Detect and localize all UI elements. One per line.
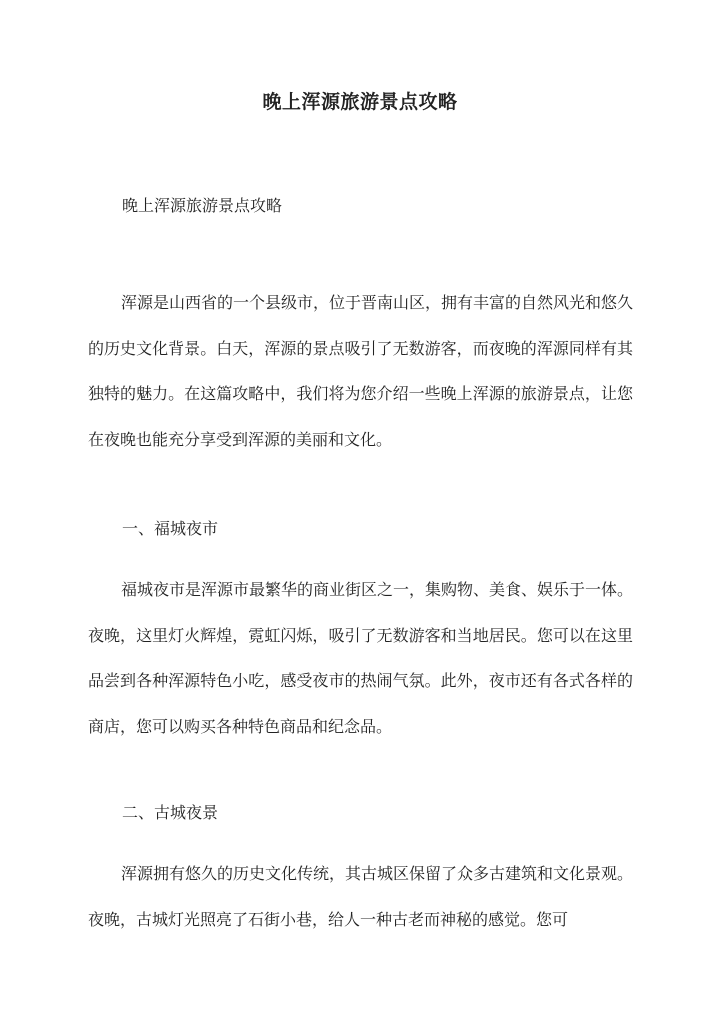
intro-paragraph: 浑源是山西省的一个县级市，位于晋南山区，拥有丰富的自然风光和悠久的历史文化背景。白天，浑源的景点吸引了无数游客，而夜晚的浑源同样有其独特的魅力。在这篇攻略中，我们将为您介绍一些晚上浑源的旅游景点，让您在夜晚也能充分享受到浑源的美丽和文化。 (88, 293, 634, 449)
document-subtitle: 晚上浑源旅游景点攻略 (122, 196, 283, 215)
section-heading-fucheng-night-market: 一、福城夜市 (122, 519, 219, 538)
document-title: 晚上浑源旅游景点攻略 (262, 91, 458, 113)
section-heading-old-town-night-view: 二、古城夜景 (122, 803, 219, 822)
section-body-old-town-night-view: 浑源拥有悠久的历史文化传统，其古城区保留了众多古建筑和文化景观。夜晚，古城灯光照亮了石街小巷，给人一种古老而神秘的感觉。您可 (88, 864, 633, 929)
section-body-fucheng-night-market: 福城夜市是浑源市最繁华的商业街区之一，集购物、美食、娱乐于一体。夜晚，这里灯火辉煌，霓虹闪烁，吸引了无数游客和当地居民。您可以在这里品尝到各种浑源特色小吃，感受夜市的热闹气氛。此外，夜市还有各式各样的商店，您可以购买各种特色商品和纪念品。 (88, 580, 634, 736)
